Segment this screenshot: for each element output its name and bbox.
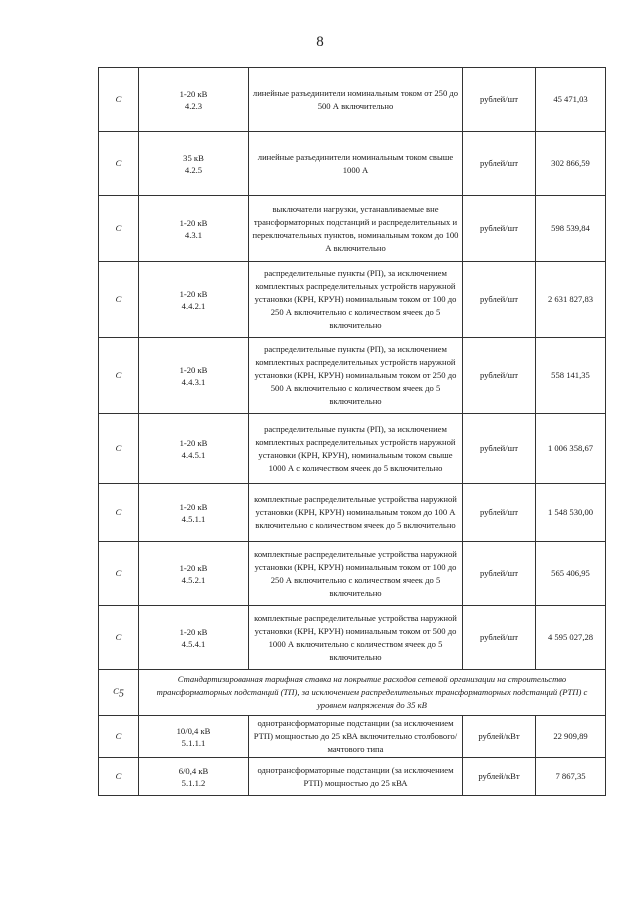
voltage-level: 1-20 кВ [179, 626, 208, 637]
rate-value: 558 141,35 [536, 338, 606, 414]
rate-value: 2 631 827,83 [536, 262, 606, 338]
item-description: однотрансформаторные подстанции (за исключением РТП) мощностью до 25 кВА включительно столбового/мачтового типа [249, 716, 463, 758]
table-row [99, 484, 606, 542]
voltage-level: 1-20 кВ [179, 364, 208, 375]
item-code: 5.1.1.2 [181, 777, 206, 788]
unit-of-measure: рублей/шт [463, 68, 536, 132]
page-number: 8 [316, 34, 324, 50]
rate-value: 565 406,95 [536, 542, 606, 606]
voltage-code-cell [139, 606, 249, 670]
rate-symbol: C [99, 758, 139, 796]
item-code: 4.4.3.1 [181, 376, 206, 387]
table-row [99, 542, 606, 606]
unit-of-measure: рублей/кВт [463, 716, 536, 758]
section-rate-symbol [99, 670, 139, 716]
item-description: распределительные пункты (РП), за исключением комплектных распределительных устройств наружной установки (КРН, КРУН) номинальным током от 250 до 500 А включительно с количеством ячеек до 5 включительно [249, 338, 463, 414]
table-row [99, 68, 606, 132]
voltage-code-cell [139, 716, 249, 758]
item-code: 4.5.1.1 [181, 513, 206, 524]
voltage-level: 1-20 кВ [179, 288, 208, 299]
item-description: комплектные распределительные устройства наружной установки (КРН, КРУН) номинальным током от 100 до 250 А включительно с количеством ячеек до 5 включительно [249, 542, 463, 606]
rate-symbol: C [99, 338, 139, 414]
voltage-code-cell [139, 338, 249, 414]
voltage-code-cell [139, 414, 249, 484]
table-row [99, 414, 606, 484]
voltage-level: 1-20 кВ [179, 88, 208, 99]
rate-symbol: C [99, 484, 139, 542]
table-row [99, 758, 606, 796]
table-row [99, 338, 606, 414]
voltage-level: 35 кВ [183, 152, 204, 163]
voltage-code-cell [139, 68, 249, 132]
section-symbol-letter: C [113, 685, 119, 696]
voltage-code-cell [139, 542, 249, 606]
unit-of-measure: рублей/шт [463, 338, 536, 414]
rate-value: 22 909,89 [536, 716, 606, 758]
item-description: линейные разъединители номинальным током от 250 до 500 А включительно [249, 68, 463, 132]
voltage-code-cell [139, 132, 249, 196]
table-row [99, 132, 606, 196]
section-header-row [99, 670, 606, 716]
unit-of-measure: рублей/шт [463, 414, 536, 484]
item-code: 4.5.2.1 [181, 574, 206, 585]
item-code: 4.5.4.1 [181, 638, 206, 649]
voltage-code-cell [139, 262, 249, 338]
voltage-code-cell [139, 196, 249, 262]
rate-symbol: C [99, 196, 139, 262]
table-row [99, 196, 606, 262]
table-row [99, 606, 606, 670]
item-code: 4.4.5.1 [181, 449, 206, 460]
item-description: выключатели нагрузки, устанавливаемые вне трансформаторных подстанций и распределительных и переключательных пунктов, номинальным током до 100 А включительно [249, 196, 463, 262]
rate-value: 4 595 027,28 [536, 606, 606, 670]
item-code: 4.4.2.1 [181, 300, 206, 311]
rate-symbol: C [99, 132, 139, 196]
voltage-level: 1-20 кВ [179, 437, 208, 448]
rate-symbol: C [99, 716, 139, 758]
unit-of-measure: рублей/шт [463, 196, 536, 262]
item-description: распределительные пункты (РП), за исключением комплектных распределительных устройств наружной установки (КРН, КРУН) номинальным током от 100 до 250 А включительно с количеством ячеек до 5 включительно [249, 262, 463, 338]
item-code: 5.1.1.1 [181, 737, 206, 748]
unit-of-measure: рублей/шт [463, 484, 536, 542]
voltage-level: 1-20 кВ [179, 501, 208, 512]
rate-value: 45 471,03 [536, 68, 606, 132]
rate-symbol: C [99, 68, 139, 132]
rate-symbol: C [99, 414, 139, 484]
voltage-code-cell [139, 484, 249, 542]
item-description: однотрансформаторные подстанции (за исключением РТП) мощностью до 25 кВА [249, 758, 463, 796]
rate-symbol: C [99, 262, 139, 338]
unit-of-measure: рублей/кВт [463, 758, 536, 796]
item-code: 4.3.1 [184, 229, 203, 240]
tariff-table [98, 67, 606, 796]
item-description: линейные разъединители номинальным током свыше 1000 А [249, 132, 463, 196]
item-code: 4.2.5 [184, 164, 203, 175]
unit-of-measure: рублей/шт [463, 262, 536, 338]
rate-value: 7 867,35 [536, 758, 606, 796]
table-row [99, 262, 606, 338]
section-symbol-subscript: 5 [118, 688, 124, 700]
unit-of-measure: рублей/шт [463, 606, 536, 670]
voltage-code-cell [139, 758, 249, 796]
voltage-level: 10/0,4 кВ [176, 725, 211, 736]
rate-value: 1 006 358,67 [536, 414, 606, 484]
voltage-level: 1-20 кВ [179, 562, 208, 573]
unit-of-measure: рублей/шт [463, 132, 536, 196]
item-code: 4.2.3 [184, 100, 203, 111]
item-description: распределительные пункты (РП), за исключением комплектных распределительных устройств наружной установки (КРН, КРУН), номинальным током свыше 1000 А с количеством ячеек до 5 включительно [249, 414, 463, 484]
voltage-level: 6/0,4 кВ [178, 765, 209, 776]
rate-value: 1 548 530,00 [536, 484, 606, 542]
item-description: комплектные распределительные устройства наружной установки (КРН, КРУН) номинальным током от 500 до 1000 А включительно с количеством ячеек до 5 включительно [249, 606, 463, 670]
rate-value: 598 539,84 [536, 196, 606, 262]
rate-value: 302 866,59 [536, 132, 606, 196]
rate-symbol: C [99, 542, 139, 606]
rate-symbol: C [99, 606, 139, 670]
unit-of-measure: рублей/шт [463, 542, 536, 606]
section-title: Стандартизированная тарифная ставка на покрытие расходов сетевой организации на строительство трансформаторных подстанций (ТП), за исключением распределительных трансформаторных подстанций (РТП) с уровнем напряжения до 35 кВ [139, 670, 606, 716]
table-row [99, 716, 606, 758]
voltage-level: 1-20 кВ [179, 217, 208, 228]
item-description: комплектные распределительные устройства наружной установки (КРН, КРУН) номинальным током до 100 А включительно с количеством ячеек до 5 включительно [249, 484, 463, 542]
